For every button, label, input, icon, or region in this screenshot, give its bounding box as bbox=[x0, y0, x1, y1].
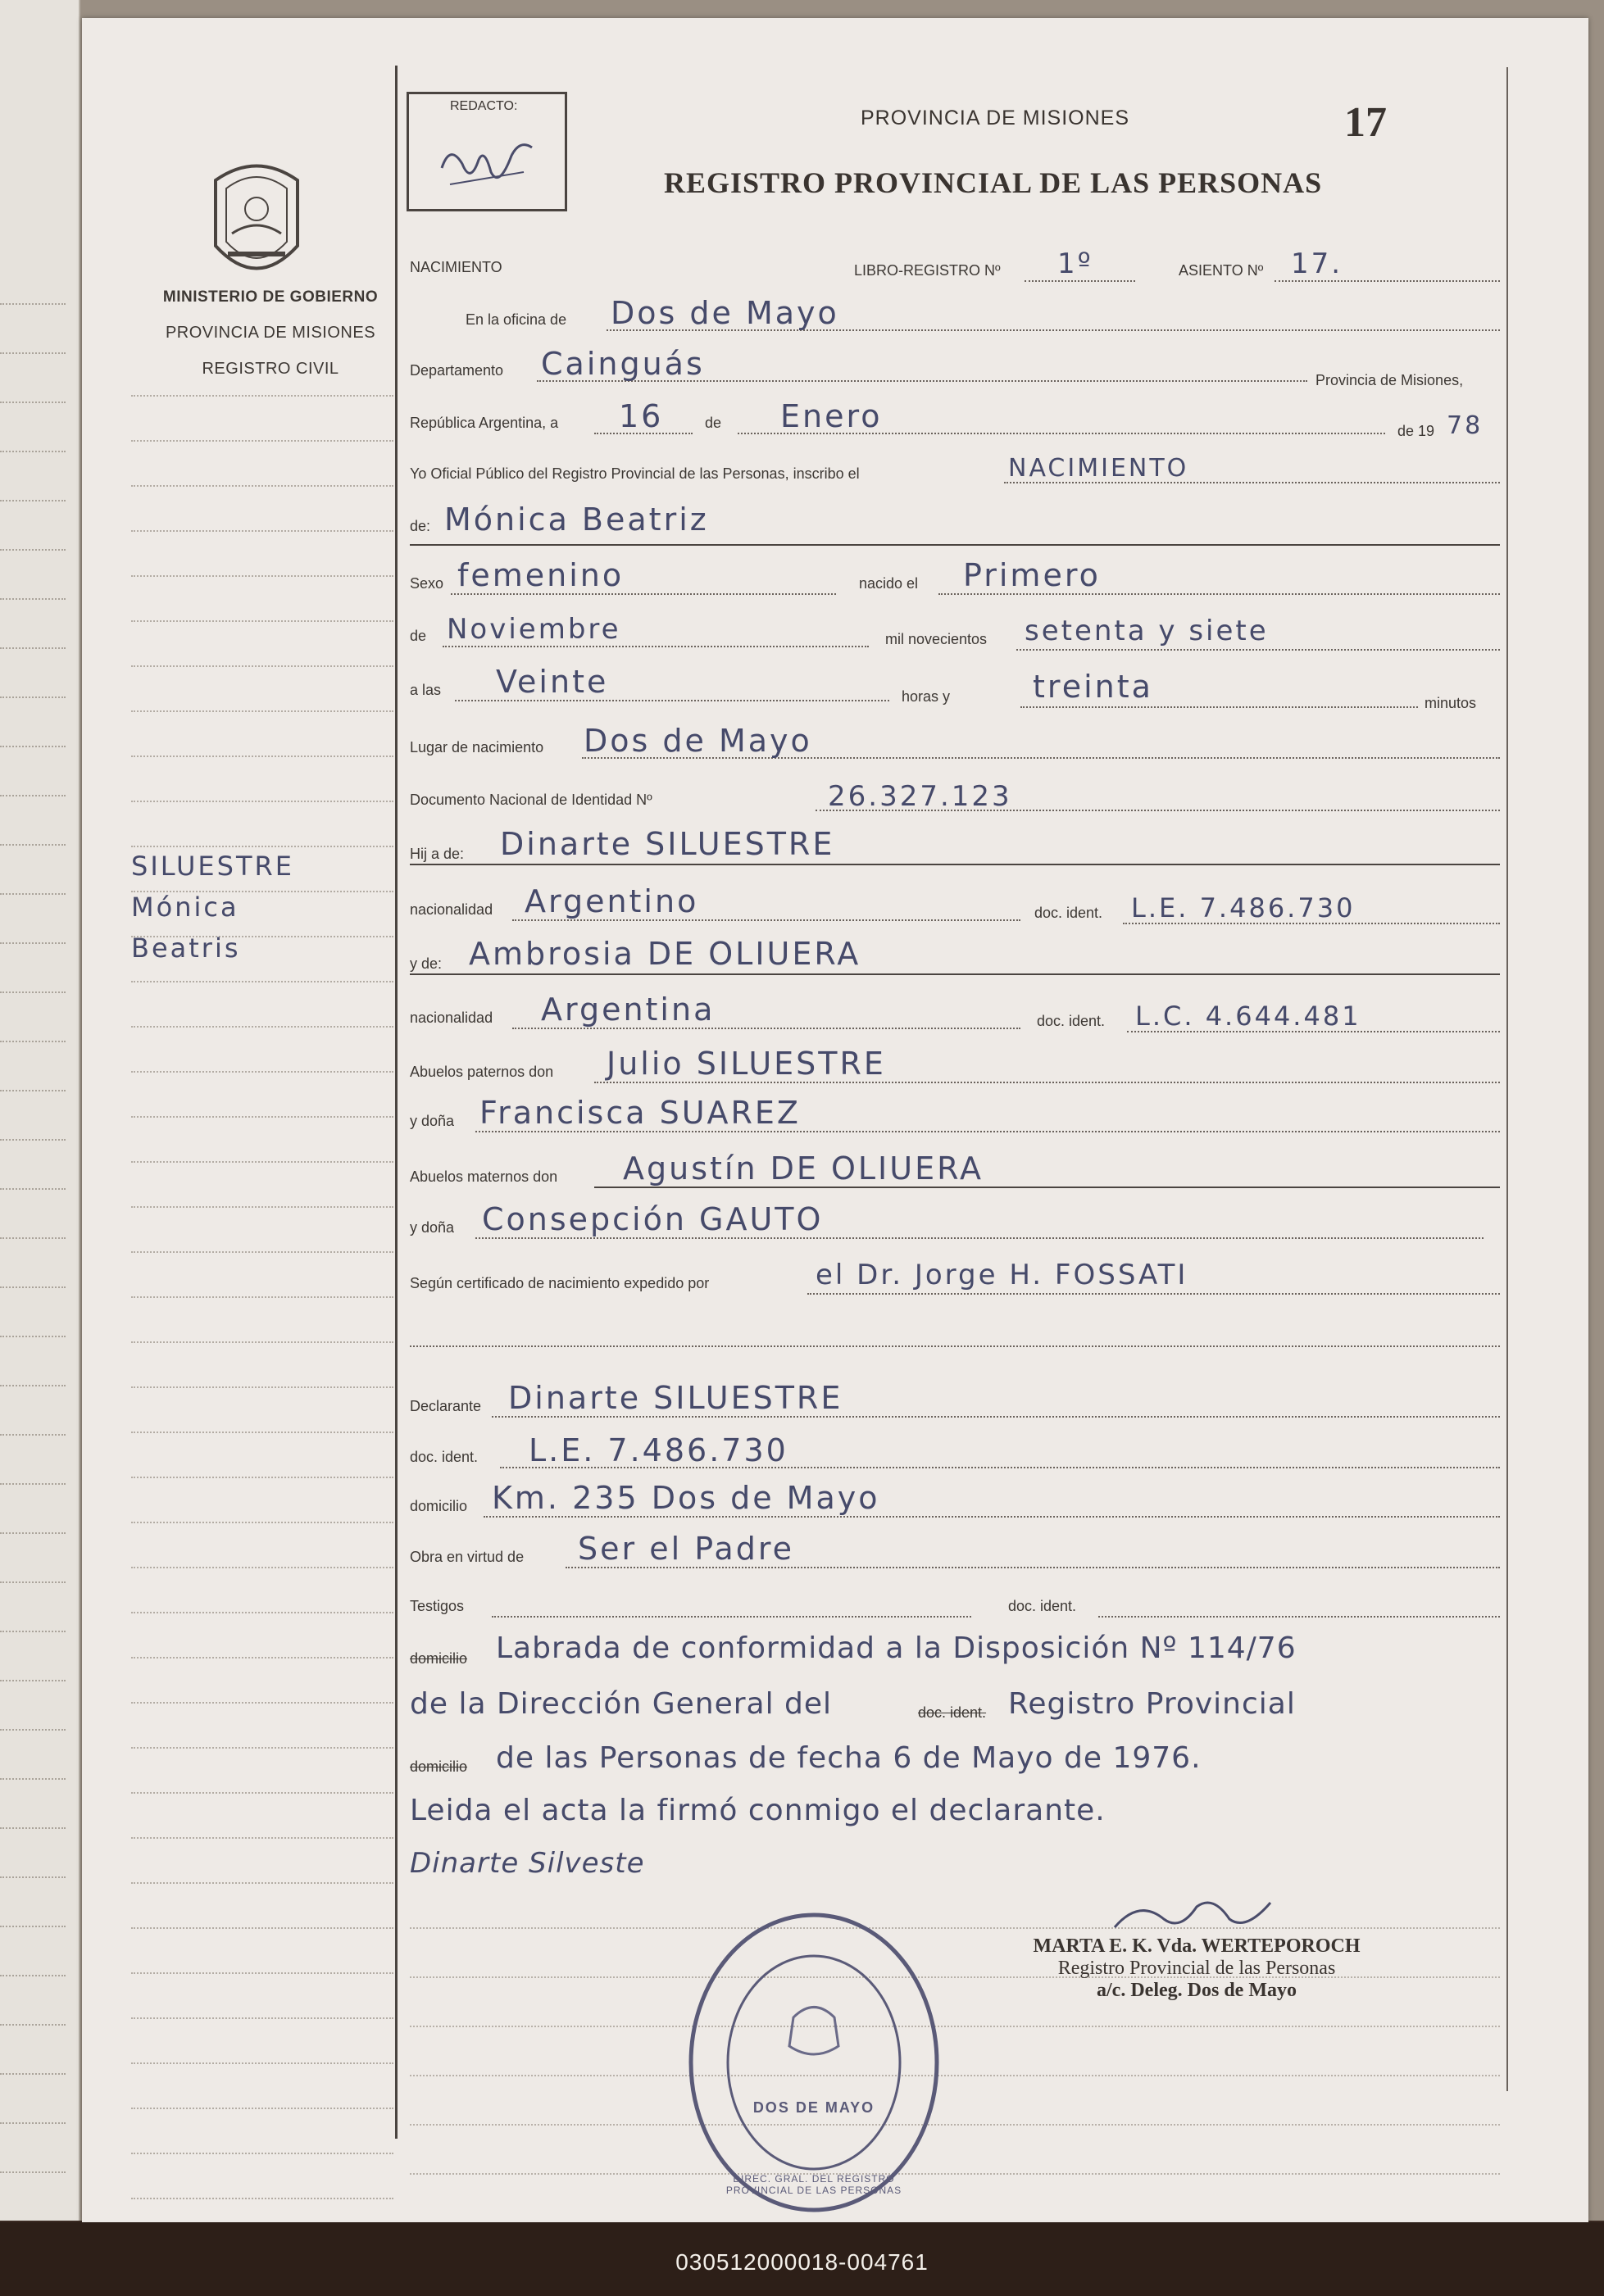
doc-madre-value: L.C. 4.644.481 bbox=[1135, 1001, 1361, 1032]
left-page-edge bbox=[0, 0, 80, 2221]
minutos-label: minutos bbox=[1425, 695, 1477, 711]
province-seal-icon bbox=[203, 156, 310, 287]
struck-domicilio-1: domicilio bbox=[410, 1650, 468, 1667]
abuela-materna-value: Consepción GAUTO bbox=[482, 1201, 824, 1237]
right-rule bbox=[1506, 67, 1508, 2091]
declarant-signature: Dinarte Silveste bbox=[410, 1847, 645, 1880]
barcode-text: 030512000018-004761 bbox=[675, 2249, 929, 2275]
horas-value: Veinte bbox=[496, 664, 609, 700]
note-line-2: de la Dirección General del bbox=[410, 1687, 833, 1721]
obra-label: Obra en virtud de bbox=[410, 1549, 525, 1565]
officer-signature-icon bbox=[1106, 1894, 1287, 1935]
margin-name-2: Beatris bbox=[131, 932, 241, 964]
struck-doc-ident: doc. ident. bbox=[918, 1704, 987, 1721]
stamp-inner-text: DOS DE MAYO bbox=[752, 2099, 875, 2116]
note-line-1: Labrada de conformidad a la Disposición Nº 114/76 bbox=[496, 1631, 1297, 1665]
dni-value: 26.327.123 bbox=[828, 780, 1012, 813]
margin-column bbox=[82, 18, 393, 2222]
margin-name-1: Mónica bbox=[131, 892, 239, 923]
libro-value: 1º bbox=[1057, 247, 1093, 280]
obra-value: Ser el Padre bbox=[578, 1531, 794, 1567]
departamento-label: Departamento bbox=[410, 362, 504, 379]
oficina-value: Dos de Mayo bbox=[611, 295, 839, 331]
nacido-value: Primero bbox=[963, 557, 1101, 593]
abuelo-paterno-value: Julio SILUESTRE bbox=[607, 1046, 886, 1082]
header-province: PROVINCIA DE MISIONES bbox=[861, 107, 1130, 129]
doc-decl-value: L.E. 7.486.730 bbox=[529, 1432, 788, 1468]
ministry-title: MINISTERIO DE GOBIERNO bbox=[162, 288, 379, 306]
anio-value: 78 bbox=[1447, 411, 1484, 440]
abuelo-materno-value: Agustín DE OLIUERA bbox=[623, 1150, 984, 1187]
struck-domicilio-2: domicilio bbox=[410, 1758, 468, 1775]
redacto-initials-icon bbox=[434, 127, 540, 197]
testigos-label: Testigos bbox=[410, 1598, 465, 1614]
anio-prefix: de 19 bbox=[1397, 423, 1435, 439]
redacto-label: REDACTO: bbox=[450, 99, 518, 113]
nacionalidad-madre-label: nacionalidad bbox=[410, 1010, 493, 1026]
ministry-registry: REGISTRO CIVIL bbox=[202, 360, 339, 378]
doc-madre-label: doc. ident. bbox=[1037, 1013, 1106, 1029]
provincia-suffix: Provincia de Misiones, bbox=[1315, 372, 1464, 388]
asiento-label: ASIENTO Nº bbox=[1179, 262, 1264, 279]
hija-label: Hij a de: bbox=[410, 846, 465, 862]
column-rule bbox=[395, 66, 398, 2139]
de2-label: de bbox=[410, 628, 427, 644]
official-stamp bbox=[679, 1903, 949, 2222]
stamp-ring-text: DIREC. GRAL. DEL REGISTRO PROVINCIAL DE LAS PERSONAS bbox=[725, 2173, 902, 2196]
nombre-value: Mónica Beatriz bbox=[444, 501, 709, 538]
abuela-paterna-label: y doña bbox=[410, 1113, 455, 1129]
sexo-value: femenino bbox=[457, 557, 625, 593]
horas-label: horas y bbox=[902, 688, 951, 705]
domicilio-label: domicilio bbox=[410, 1498, 468, 1514]
a-las-label: a las bbox=[410, 682, 442, 698]
abuela-paterna-value: Francisca SUAREZ bbox=[479, 1095, 801, 1131]
officer-signature-block bbox=[1016, 1894, 1377, 2002]
note-line-2b: Registro Provincial bbox=[1008, 1687, 1296, 1721]
nac-madre-value: Argentina bbox=[541, 991, 716, 1028]
yde-label: y de: bbox=[410, 955, 443, 972]
cert-label: Según certificado de nacimiento expedido por bbox=[410, 1275, 710, 1291]
margin-surname: SILUESTRE bbox=[131, 851, 294, 882]
anio-nac-value: setenta y siete bbox=[1025, 615, 1269, 647]
mes-nac-value: Noviembre bbox=[447, 613, 621, 646]
madre-value: Ambrosia DE OLIUERA bbox=[469, 936, 861, 972]
abuela-materna-label: y doña bbox=[410, 1219, 455, 1236]
libro-label: LIBRO-REGISTRO Nº bbox=[854, 262, 1001, 279]
declarante-value: Dinarte SILUESTRE bbox=[508, 1380, 843, 1416]
officer-role: Registro Provincial de las Personas bbox=[1057, 1958, 1336, 1979]
oficial-text: Yo Oficial Público del Registro Provincial de las Personas, inscribo el bbox=[410, 465, 860, 482]
nacionalidad-padre-label: nacionalidad bbox=[410, 901, 493, 918]
republica-label: República Argentina, a bbox=[410, 415, 559, 431]
padre-value: Dinarte SILUESTRE bbox=[500, 826, 835, 862]
oficina-label: En la oficina de bbox=[466, 311, 567, 328]
minutos-value: treinta bbox=[1033, 669, 1153, 705]
birth-record-page bbox=[82, 18, 1588, 2222]
act-type: NACIMIENTO bbox=[410, 259, 502, 275]
redacto-box bbox=[407, 92, 567, 211]
ministry-province: PROVINCIA DE MISIONES bbox=[165, 324, 376, 342]
lugar-label: Lugar de nacimiento bbox=[410, 739, 544, 756]
lugar-value: Dos de Mayo bbox=[584, 723, 812, 759]
dia-value: 16 bbox=[619, 398, 664, 434]
officer-name: MARTA E. K. Vda. WERTEPOROCH bbox=[1033, 1935, 1361, 1957]
folio-number: 17 bbox=[1344, 99, 1387, 146]
sexo-label: Sexo bbox=[410, 575, 444, 592]
doc-padre-value: L.E. 7.486.730 bbox=[1131, 892, 1356, 923]
de-nombre-label: de: bbox=[410, 518, 431, 534]
abuelos-paternos-label: Abuelos paternos don bbox=[410, 1064, 554, 1080]
dni-label: Documento Nacional de Identidad Nº bbox=[410, 792, 652, 808]
declarante-label: Declarante bbox=[410, 1398, 482, 1414]
note-line-4: Leida el acta la firmó conmigo el declarante. bbox=[410, 1794, 1106, 1827]
abuelos-maternos-label: Abuelos maternos don bbox=[410, 1168, 558, 1185]
departamento-value: Cainguás bbox=[541, 346, 705, 382]
asiento-value: 17. bbox=[1291, 247, 1343, 280]
testigos-doc-label: doc. ident. bbox=[1008, 1598, 1077, 1614]
nac-padre-value: Argentino bbox=[525, 883, 699, 919]
domicilio-value: Km. 235 Dos de Mayo bbox=[492, 1480, 880, 1516]
nacido-label: nacido el bbox=[859, 575, 919, 592]
doc-padre-label: doc. ident. bbox=[1034, 905, 1103, 921]
header-registry: REGISTRO PROVINCIAL DE LAS PERSONAS bbox=[664, 166, 1323, 199]
mil-label: mil novecientos bbox=[885, 631, 988, 647]
cert-value: el Dr. Jorge H. FOSSATI bbox=[816, 1259, 1188, 1291]
note-line-3: de las Personas de fecha 6 de Mayo de 1976. bbox=[496, 1741, 1202, 1775]
mes-value: Enero bbox=[780, 398, 883, 434]
officer-office: a/c. Deleg. Dos de Mayo bbox=[1097, 1980, 1297, 2001]
doc-decl-label: doc. ident. bbox=[410, 1449, 479, 1465]
de-label: de bbox=[705, 415, 722, 431]
oficial-value: NACIMIENTO bbox=[1008, 454, 1189, 483]
